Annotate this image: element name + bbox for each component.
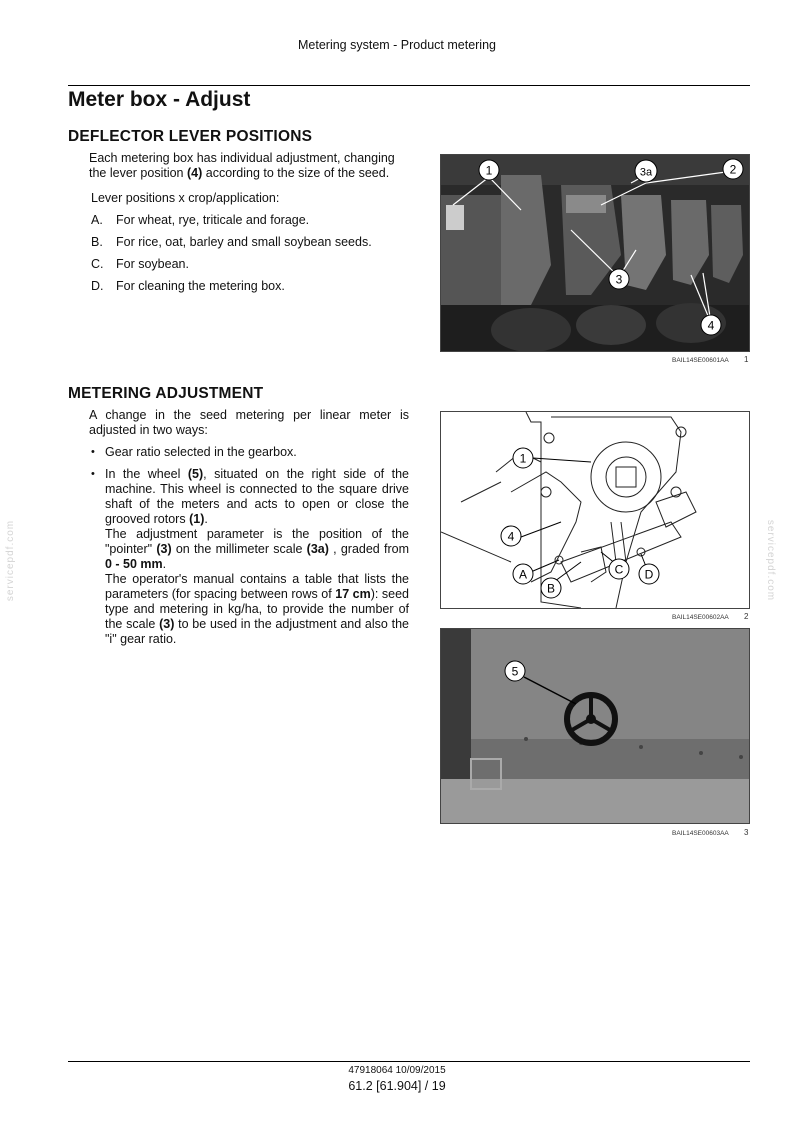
svg-text:D: D (644, 567, 654, 582)
figure-3-number: 3 (744, 828, 749, 837)
watermark-left: servicepdf.com (5, 519, 17, 602)
list-text: For wheat, rye, triticale and forage. (116, 213, 310, 227)
figure-1-caption: BAIL14SE00601AA (672, 357, 729, 364)
section2-intro: A change in the seed metering per linear meter is adjusted in two ways: (89, 408, 409, 437)
svg-text:3: 3 (615, 272, 623, 287)
wheel-paragraph: In the wheel (5), situated on the right side of the machine. This wheel is connected to the square drive shaft of the meters and acts to open or close the grooved rotors (1). (105, 467, 409, 526)
callout-B (541, 578, 561, 598)
svg-text:2: 2 (729, 162, 737, 177)
callout-1 (513, 448, 533, 468)
figure-1-illustration (441, 155, 749, 351)
list-item (91, 235, 372, 249)
svg-text:5: 5 (511, 664, 519, 679)
callout-3 (609, 269, 629, 289)
watermark-right: servicepdf.com (765, 519, 777, 602)
figure-2-illustration (441, 412, 749, 608)
list-text: For soybean. (116, 257, 189, 271)
footer-page-number: 61.2 [61.904] / 19 (348, 1079, 446, 1093)
callout-5 (505, 661, 525, 681)
section-heading-metering: METERING ADJUSTMENT (68, 385, 264, 402)
running-header: Metering system - Product metering (298, 38, 496, 52)
intro-text-2: according to the size of the seed. (202, 166, 390, 180)
list-text: For cleaning the metering box. (116, 279, 285, 293)
list-item (91, 279, 285, 293)
header-rule (68, 85, 750, 86)
list-letter: B. (91, 235, 103, 249)
svg-text:1: 1 (485, 163, 493, 178)
list-item (91, 257, 189, 271)
callout-A (513, 564, 533, 584)
svg-text:4: 4 (707, 318, 715, 333)
callout-3a (635, 160, 657, 182)
bullet-item-wheel (91, 467, 409, 647)
callout-4 (501, 526, 521, 546)
svg-text:B: B (546, 581, 556, 596)
figure-3-photo (440, 628, 750, 824)
figure-2-caption: BAIL14SE00602AA (672, 614, 729, 621)
manual-paragraph: The operator's manual contains a table that lists the parameters (for spacing between rows of 17 cm): seed type and metering in kg/ha, to provide the number of the scale (3) to be used in the adjustment and also the "i" gear ratio. (105, 572, 410, 646)
callout-C (609, 559, 629, 579)
list-letter: A. (91, 213, 103, 227)
bullet-item-gear-ratio (91, 445, 409, 460)
figure-2-number: 2 (744, 612, 749, 621)
svg-text:3a: 3a (639, 166, 653, 179)
figure-1-number: 1 (744, 355, 749, 364)
list-letter: D. (91, 279, 104, 293)
bullet-dot: • (91, 468, 95, 480)
svg-text:A: A (518, 567, 528, 582)
list-letter: C. (91, 257, 104, 271)
svg-text:C: C (614, 562, 624, 577)
section-heading-deflector: DEFLECTOR LEVER POSITIONS (68, 128, 313, 145)
figure-3-illustration (441, 629, 749, 823)
callout-D (639, 564, 659, 584)
section1-intro (89, 151, 411, 181)
svg-text:1: 1 (519, 451, 527, 466)
page-title: Meter box - Adjust (68, 88, 251, 111)
intro-ref-4: (4) (186, 166, 203, 180)
intro-text-1: Each metering box has individual adjustment, changing the lever position (89, 151, 395, 180)
callout-1 (479, 160, 499, 180)
lever-positions-label: Lever positions x crop/application: (91, 191, 280, 205)
svg-text:4: 4 (507, 529, 515, 544)
figure-1-photo (440, 154, 750, 352)
footer-rule (68, 1061, 750, 1062)
callout-4 (701, 315, 721, 335)
list-item (91, 213, 309, 227)
pointer-paragraph: The adjustment parameter is the position of the "pointer" (3) on the millimeter scale (3a) , graded from 0 - 50 mm. (105, 527, 409, 571)
footer-doc-info: 47918064 10/09/2015 (348, 1065, 446, 1076)
list-text: For rice, oat, barley and small soybean seeds. (116, 235, 372, 249)
bullet-text: Gear ratio selected in the gearbox. (105, 445, 297, 459)
callout-2 (723, 159, 743, 179)
figure-3-caption: BAIL14SE00603AA (672, 830, 729, 837)
bullet-text (105, 467, 409, 647)
figure-2-diagram (440, 411, 750, 609)
bullet-dot: • (91, 446, 95, 458)
